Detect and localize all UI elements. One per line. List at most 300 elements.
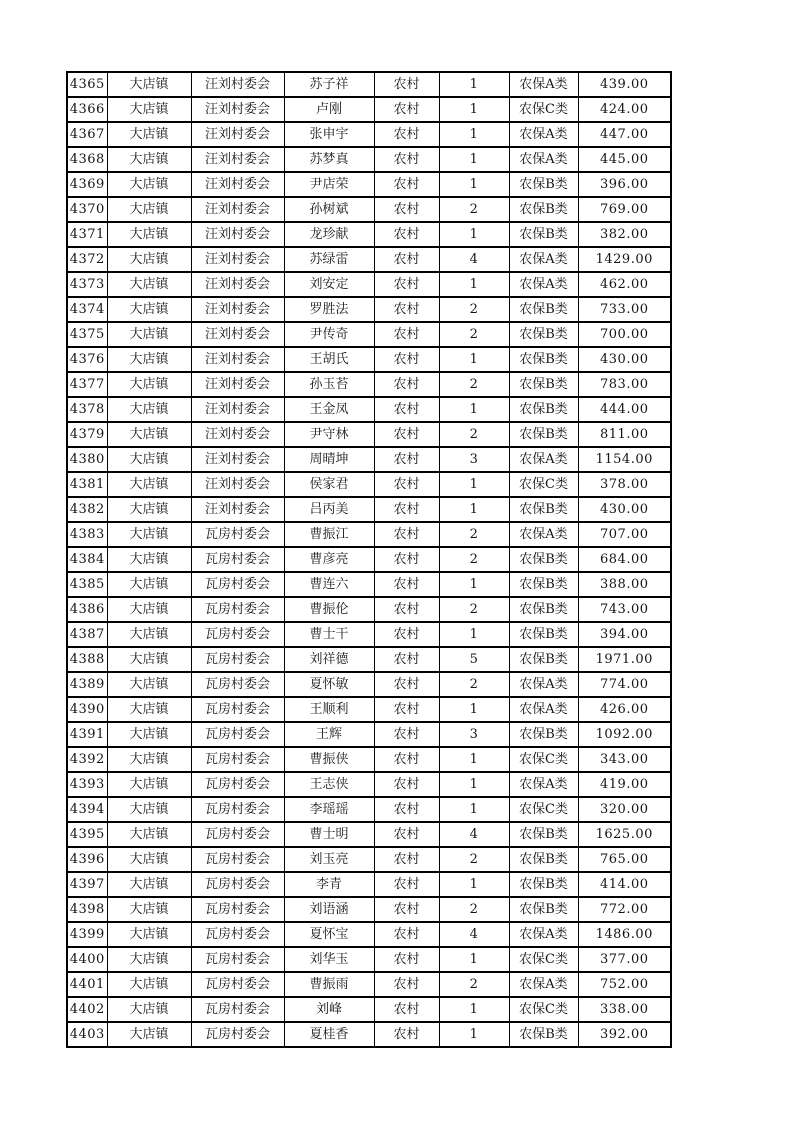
cell-person-name: 刘祥德 [284,647,374,672]
cell-person-name: 刘玉亮 [284,847,374,872]
cell-household-type: 农村 [374,897,439,922]
cell-amount: 414.00 [578,872,671,897]
table-row [67,222,671,247]
table-row [67,1022,671,1047]
cell-amount: 772.00 [578,897,671,922]
cell-amount: 462.00 [578,272,671,297]
cell-serial-number: 4397 [67,872,107,897]
cell-insurance-category: 农保C类 [509,997,578,1022]
cell-town: 大店镇 [107,297,191,322]
cell-town: 大店镇 [107,797,191,822]
cell-person-name: 王金凤 [284,397,374,422]
cell-town: 大店镇 [107,97,191,122]
cell-village-committee: 瓦房村委会 [191,797,284,822]
table-row [67,597,671,622]
cell-person-name: 刘峰 [284,997,374,1022]
table-row [67,547,671,572]
cell-person-name: 苏子祥 [284,72,374,97]
cell-village-committee: 汪刘村委会 [191,147,284,172]
cell-town: 大店镇 [107,997,191,1022]
table-row [67,722,671,747]
cell-amount: 774.00 [578,672,671,697]
table-row [67,647,671,672]
cell-amount: 382.00 [578,222,671,247]
cell-serial-number: 4387 [67,622,107,647]
cell-insurance-category: 农保B类 [509,597,578,622]
table-row [67,197,671,222]
cell-insurance-category: 农保C类 [509,797,578,822]
cell-person-name: 王胡氏 [284,347,374,372]
cell-amount: 1092.00 [578,722,671,747]
table-row [67,872,671,897]
cell-person-name: 吕丙美 [284,497,374,522]
cell-person-count: 1 [439,697,509,722]
cell-serial-number: 4372 [67,247,107,272]
cell-village-committee: 汪刘村委会 [191,397,284,422]
cell-town: 大店镇 [107,697,191,722]
cell-person-name: 夏怀宝 [284,922,374,947]
table-row [67,397,671,422]
cell-person-name: 王顺利 [284,697,374,722]
cell-village-committee: 瓦房村委会 [191,972,284,997]
cell-amount: 707.00 [578,522,671,547]
cell-serial-number: 4370 [67,197,107,222]
cell-insurance-category: 农保A类 [509,972,578,997]
cell-serial-number: 4383 [67,522,107,547]
cell-household-type: 农村 [374,547,439,572]
cell-town: 大店镇 [107,722,191,747]
cell-village-committee: 瓦房村委会 [191,997,284,1022]
cell-person-name: 尹店荣 [284,172,374,197]
cell-town: 大店镇 [107,647,191,672]
cell-serial-number: 4373 [67,272,107,297]
cell-person-name: 孙树斌 [284,197,374,222]
cell-household-type: 农村 [374,347,439,372]
cell-person-count: 1 [439,947,509,972]
cell-village-committee: 汪刘村委会 [191,347,284,372]
cell-person-name: 曹彦亮 [284,547,374,572]
cell-amount: 700.00 [578,322,671,347]
cell-amount: 396.00 [578,172,671,197]
cell-village-committee: 瓦房村委会 [191,772,284,797]
table-row [67,147,671,172]
table-row [67,522,671,547]
cell-village-committee: 汪刘村委会 [191,372,284,397]
table-row [67,422,671,447]
cell-person-count: 2 [439,372,509,397]
cell-person-count: 4 [439,922,509,947]
cell-town: 大店镇 [107,822,191,847]
cell-serial-number: 4385 [67,572,107,597]
cell-serial-number: 4396 [67,847,107,872]
cell-person-count: 1 [439,347,509,372]
cell-serial-number: 4365 [67,72,107,97]
table-row [67,822,671,847]
cell-serial-number: 4384 [67,547,107,572]
cell-insurance-category: 农保A类 [509,147,578,172]
cell-person-name: 罗胜法 [284,297,374,322]
table-row [67,97,671,122]
cell-village-committee: 瓦房村委会 [191,872,284,897]
cell-household-type: 农村 [374,647,439,672]
cell-amount: 765.00 [578,847,671,872]
cell-town: 大店镇 [107,972,191,997]
cell-town: 大店镇 [107,547,191,572]
cell-village-committee: 瓦房村委会 [191,922,284,947]
cell-village-committee: 瓦房村委会 [191,847,284,872]
cell-amount: 752.00 [578,972,671,997]
cell-person-count: 2 [439,297,509,322]
cell-village-committee: 汪刘村委会 [191,472,284,497]
table-row [67,572,671,597]
table-row [67,947,671,972]
cell-serial-number: 4389 [67,672,107,697]
cell-serial-number: 4382 [67,497,107,522]
cell-insurance-category: 农保B类 [509,822,578,847]
cell-town: 大店镇 [107,597,191,622]
cell-amount: 378.00 [578,472,671,497]
cell-town: 大店镇 [107,472,191,497]
cell-insurance-category: 农保B类 [509,897,578,922]
cell-person-count: 1 [439,72,509,97]
cell-village-committee: 汪刘村委会 [191,222,284,247]
cell-village-committee: 瓦房村委会 [191,522,284,547]
cell-person-count: 1 [439,572,509,597]
cell-town: 大店镇 [107,122,191,147]
cell-serial-number: 4395 [67,822,107,847]
cell-village-committee: 瓦房村委会 [191,897,284,922]
cell-household-type: 农村 [374,197,439,222]
cell-amount: 743.00 [578,597,671,622]
cell-serial-number: 4402 [67,997,107,1022]
cell-town: 大店镇 [107,372,191,397]
cell-serial-number: 4379 [67,422,107,447]
cell-amount: 392.00 [578,1022,671,1047]
table-row [67,972,671,997]
cell-serial-number: 4377 [67,372,107,397]
cell-amount: 419.00 [578,772,671,797]
cell-household-type: 农村 [374,272,439,297]
cell-town: 大店镇 [107,572,191,597]
cell-household-type: 农村 [374,922,439,947]
cell-person-count: 1 [439,1022,509,1047]
cell-town: 大店镇 [107,497,191,522]
cell-amount: 445.00 [578,147,671,172]
cell-person-name: 王志侠 [284,772,374,797]
cell-person-count: 1 [439,122,509,147]
cell-insurance-category: 农保A类 [509,72,578,97]
cell-town: 大店镇 [107,947,191,972]
cell-household-type: 农村 [374,122,439,147]
cell-insurance-category: 农保B类 [509,197,578,222]
cell-insurance-category: 农保A类 [509,522,578,547]
cell-person-name: 张申宇 [284,122,374,147]
cell-serial-number: 4374 [67,297,107,322]
cell-person-count: 1 [439,147,509,172]
cell-person-count: 1 [439,97,509,122]
cell-amount: 444.00 [578,397,671,422]
cell-person-name: 曹振江 [284,522,374,547]
table-row [67,847,671,872]
cell-insurance-category: 农保C类 [509,97,578,122]
cell-person-name: 侯家君 [284,472,374,497]
cell-serial-number: 4388 [67,647,107,672]
cell-insurance-category: 农保C类 [509,472,578,497]
cell-town: 大店镇 [107,1022,191,1047]
cell-person-name: 周晴坤 [284,447,374,472]
cell-person-count: 2 [439,972,509,997]
cell-person-name: 王辉 [284,722,374,747]
cell-serial-number: 4403 [67,1022,107,1047]
cell-town: 大店镇 [107,847,191,872]
cell-person-count: 3 [439,447,509,472]
cell-insurance-category: 农保B类 [509,497,578,522]
cell-insurance-category: 农保B类 [509,297,578,322]
cell-amount: 424.00 [578,97,671,122]
cell-village-committee: 瓦房村委会 [191,822,284,847]
cell-serial-number: 4368 [67,147,107,172]
table-row [67,772,671,797]
cell-amount: 769.00 [578,197,671,222]
cell-village-committee: 瓦房村委会 [191,647,284,672]
cell-village-committee: 汪刘村委会 [191,272,284,297]
cell-town: 大店镇 [107,897,191,922]
cell-village-committee: 汪刘村委会 [191,172,284,197]
cell-person-name: 曹振侠 [284,747,374,772]
cell-insurance-category: 农保C类 [509,947,578,972]
cell-amount: 377.00 [578,947,671,972]
table-row [67,247,671,272]
cell-town: 大店镇 [107,247,191,272]
cell-amount: 1971.00 [578,647,671,672]
cell-amount: 430.00 [578,497,671,522]
table-row [67,697,671,722]
cell-amount: 684.00 [578,547,671,572]
cell-town: 大店镇 [107,172,191,197]
cell-household-type: 农村 [374,947,439,972]
cell-insurance-category: 农保B类 [509,322,578,347]
cell-amount: 783.00 [578,372,671,397]
cell-person-count: 1 [439,772,509,797]
cell-town: 大店镇 [107,397,191,422]
cell-household-type: 农村 [374,672,439,697]
cell-person-count: 1 [439,172,509,197]
cell-insurance-category: 农保B类 [509,722,578,747]
cell-village-committee: 汪刘村委会 [191,197,284,222]
cell-insurance-category: 农保B类 [509,872,578,897]
cell-village-committee: 汪刘村委会 [191,122,284,147]
cell-person-name: 曹连六 [284,572,374,597]
table-row [67,322,671,347]
cell-household-type: 农村 [374,847,439,872]
cell-household-type: 农村 [374,147,439,172]
table-row [67,672,671,697]
cell-serial-number: 4392 [67,747,107,772]
cell-village-committee: 瓦房村委会 [191,947,284,972]
cell-village-committee: 汪刘村委会 [191,322,284,347]
table-row [67,372,671,397]
cell-person-count: 4 [439,247,509,272]
cell-person-count: 1 [439,747,509,772]
cell-amount: 343.00 [578,747,671,772]
cell-amount: 447.00 [578,122,671,147]
cell-town: 大店镇 [107,872,191,897]
cell-insurance-category: 农保B类 [509,572,578,597]
cell-household-type: 农村 [374,747,439,772]
cell-person-name: 曹士干 [284,622,374,647]
cell-village-committee: 瓦房村委会 [191,747,284,772]
cell-person-name: 李青 [284,872,374,897]
cell-village-committee: 汪刘村委会 [191,297,284,322]
cell-person-count: 1 [439,497,509,522]
cell-insurance-category: 农保B类 [509,647,578,672]
cell-village-committee: 汪刘村委会 [191,447,284,472]
table-row [67,897,671,922]
cell-town: 大店镇 [107,222,191,247]
cell-insurance-category: 农保A类 [509,772,578,797]
cell-person-name: 龙珍献 [284,222,374,247]
cell-insurance-category: 农保B类 [509,222,578,247]
cell-village-committee: 汪刘村委会 [191,72,284,97]
cell-person-name: 曹振伦 [284,597,374,622]
cell-serial-number: 4393 [67,772,107,797]
cell-amount: 1486.00 [578,922,671,947]
cell-serial-number: 4398 [67,897,107,922]
cell-insurance-category: 农保B类 [509,172,578,197]
cell-household-type: 农村 [374,822,439,847]
cell-household-type: 农村 [374,422,439,447]
cell-household-type: 农村 [374,872,439,897]
cell-person-count: 1 [439,472,509,497]
cell-serial-number: 4390 [67,697,107,722]
table-row [67,497,671,522]
cell-person-name: 曹士明 [284,822,374,847]
cell-village-committee: 瓦房村委会 [191,622,284,647]
cell-household-type: 农村 [374,397,439,422]
cell-village-committee: 瓦房村委会 [191,722,284,747]
cell-amount: 439.00 [578,72,671,97]
cell-town: 大店镇 [107,197,191,222]
cell-person-count: 1 [439,872,509,897]
cell-household-type: 农村 [374,772,439,797]
cell-insurance-category: 农保A类 [509,122,578,147]
cell-person-name: 夏怀敏 [284,672,374,697]
cell-household-type: 农村 [374,497,439,522]
cell-household-type: 农村 [374,797,439,822]
table-row [67,922,671,947]
cell-person-count: 1 [439,622,509,647]
cell-village-committee: 瓦房村委会 [191,547,284,572]
cell-serial-number: 4366 [67,97,107,122]
cell-household-type: 农村 [374,222,439,247]
cell-insurance-category: 农保B类 [509,422,578,447]
cell-person-count: 1 [439,797,509,822]
cell-serial-number: 4380 [67,447,107,472]
table-body [67,72,671,1047]
table-row [67,472,671,497]
cell-town: 大店镇 [107,447,191,472]
cell-serial-number: 4386 [67,597,107,622]
cell-person-name: 刘华玉 [284,947,374,972]
cell-person-count: 2 [439,547,509,572]
cell-household-type: 农村 [374,972,439,997]
cell-amount: 388.00 [578,572,671,597]
cell-household-type: 农村 [374,247,439,272]
cell-insurance-category: 农保B类 [509,547,578,572]
table-row [67,622,671,647]
cell-amount: 1625.00 [578,822,671,847]
cell-insurance-category: 农保A类 [509,272,578,297]
cell-village-committee: 瓦房村委会 [191,572,284,597]
cell-insurance-category: 农保A类 [509,922,578,947]
cell-person-count: 2 [439,897,509,922]
cell-serial-number: 4369 [67,172,107,197]
cell-serial-number: 4391 [67,722,107,747]
cell-person-name: 刘语涵 [284,897,374,922]
benefit-roster-table [66,71,672,1048]
cell-person-count: 2 [439,422,509,447]
cell-person-name: 夏桂香 [284,1022,374,1047]
cell-household-type: 农村 [374,622,439,647]
cell-person-count: 3 [439,722,509,747]
table-row [67,797,671,822]
cell-household-type: 农村 [374,172,439,197]
cell-insurance-category: 农保B类 [509,372,578,397]
cell-household-type: 农村 [374,372,439,397]
cell-person-name: 卢刚 [284,97,374,122]
cell-town: 大店镇 [107,922,191,947]
cell-town: 大店镇 [107,422,191,447]
cell-village-committee: 汪刘村委会 [191,247,284,272]
table-row [67,447,671,472]
cell-village-committee: 瓦房村委会 [191,1022,284,1047]
cell-town: 大店镇 [107,522,191,547]
cell-serial-number: 4378 [67,397,107,422]
cell-person-count: 1 [439,997,509,1022]
cell-household-type: 农村 [374,997,439,1022]
table-row [67,297,671,322]
cell-insurance-category: 农保A类 [509,447,578,472]
cell-household-type: 农村 [374,697,439,722]
cell-insurance-category: 农保B类 [509,347,578,372]
cell-serial-number: 4400 [67,947,107,972]
cell-insurance-category: 农保A类 [509,697,578,722]
table-row [67,272,671,297]
cell-household-type: 农村 [374,447,439,472]
table-row [67,347,671,372]
table-row [67,72,671,97]
cell-serial-number: 4394 [67,797,107,822]
cell-insurance-category: 农保B类 [509,397,578,422]
cell-town: 大店镇 [107,347,191,372]
cell-person-count: 1 [439,222,509,247]
cell-household-type: 农村 [374,522,439,547]
cell-person-count: 5 [439,647,509,672]
cell-town: 大店镇 [107,147,191,172]
cell-person-name: 李瑶瑶 [284,797,374,822]
cell-serial-number: 4399 [67,922,107,947]
cell-amount: 811.00 [578,422,671,447]
cell-serial-number: 4371 [67,222,107,247]
cell-town: 大店镇 [107,322,191,347]
cell-town: 大店镇 [107,747,191,772]
cell-household-type: 农村 [374,597,439,622]
cell-town: 大店镇 [107,622,191,647]
cell-town: 大店镇 [107,72,191,97]
cell-household-type: 农村 [374,97,439,122]
cell-village-committee: 汪刘村委会 [191,497,284,522]
cell-household-type: 农村 [374,1022,439,1047]
